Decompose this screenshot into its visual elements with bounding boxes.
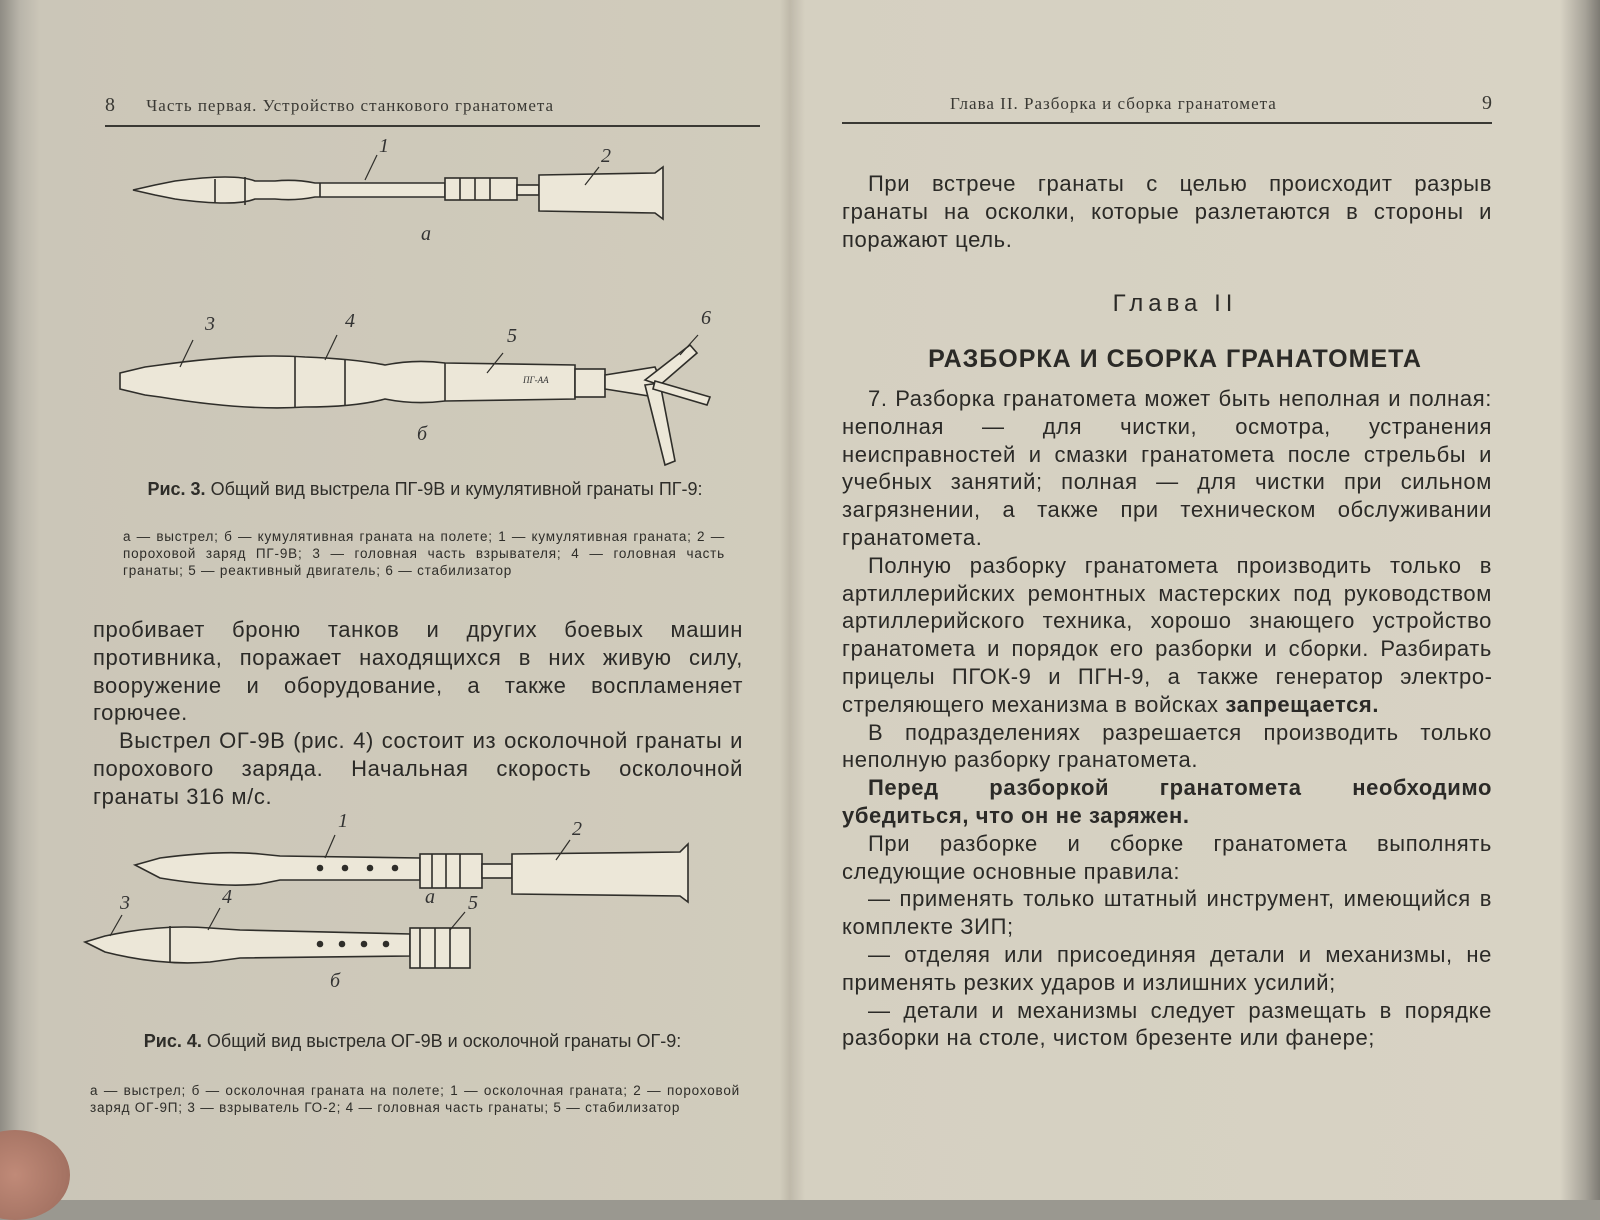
fig3-label-5: 5	[507, 325, 517, 347]
fig3-label-a: а	[421, 223, 431, 245]
header-chapter: Глава II.	[950, 94, 1019, 113]
right-body-text	[842, 385, 1492, 1052]
figure4-caption	[85, 1030, 740, 1052]
fig4-label-3: 3	[120, 892, 130, 914]
rule-2: — отделяя или присоединяя детали и механизмы, не применять резких ударов и излишних усилий;	[842, 941, 1492, 995]
figure4-shot-drawing	[135, 844, 688, 902]
figure4-caption-prefix: Рис. 4.	[143, 1031, 202, 1051]
paragraph-8-text: Полную разборку гранатомета производить только в артиллерийских ремонтных мастерских под руководством артиллерийского техника, хорошо знающего устройство гранатомета и порядок его разборки и сборки. Разбирать прицелы ПГОК-9 и ПГН-9, а также генератор электростреляющего механизма в войсках	[842, 552, 1492, 717]
paragraph-7: 7. Разборка гранатомета может быть неполная и полная: неполная — для чистки, осмотра, устранения неисправностей и смазки гранатомета после стрельбы и учебных занятий; полная — для чистки при сильном загрязнении, а также при техническом обслуживании гранатомета.	[842, 386, 1492, 550]
fig3-label-b: б	[417, 423, 428, 445]
header-title: Устройство станкового гранатомета	[262, 96, 555, 115]
figure3-caption-prefix: Рис. 3.	[147, 479, 206, 499]
fig3-label-3: 3	[205, 313, 215, 335]
rule-3: — детали и механизмы следует размещать в порядке разборки на столе, чистом брезенте или фанере;	[842, 997, 1492, 1051]
figure4-caption-text: Общий вид выстрела ОГ-9В и осколочной гранаты ОГ-9:	[206, 1031, 682, 1051]
fig3-label-6: 6	[701, 307, 711, 329]
right-intro	[842, 170, 1492, 253]
figure4-legend: а — выстрел; б — осколочная граната на полете; 1 — осколочная граната; 2 — пороховой заряд ОГ-9П; 3 — взрыватель ГО-2; 4 — головная часть гранаты; 5 — стабилизатор	[90, 1083, 740, 1115]
figure3-grenade-drawing	[120, 345, 710, 465]
fig4-label-a: а	[425, 886, 435, 908]
paragraph-continuation: пробивает броню танков и других боевых машин противника, поражает находящихся в них живую силу, вооружение и оборудование, а также воспламеняет горючее.	[93, 617, 743, 726]
figure3-illustration	[115, 135, 735, 480]
left-page-header	[105, 94, 760, 127]
fig3-label-4: 4	[345, 310, 355, 332]
fig4-label-4: 4	[222, 886, 232, 908]
left-body-text	[93, 616, 743, 811]
paragraph-og9v: Выстрел ОГ-9В (рис. 4) состоит из осколочной гранаты и порохового заряда. Начальная скорость осколочной гранаты 316 м/с.	[93, 728, 743, 809]
rule-1: — применять только штатный инструмент, имеющийся в комплекте ЗИП;	[842, 886, 1492, 940]
paragraph-intro: При встрече гранаты с целью происходит разрыв гранаты на осколки, которые разлетаются в стороны и поражают цель.	[842, 171, 1492, 252]
fig3-label-1: 1	[379, 135, 389, 157]
header-part: Часть первая.	[146, 96, 258, 115]
chapter-title: РАЗБОРКА И СБОРКА ГРАНАТОМЕТА	[928, 345, 1422, 373]
figure3-caption	[115, 478, 735, 500]
left-page	[45, 0, 785, 1200]
chapter-number: Глава II	[1112, 290, 1238, 317]
fig4-label-b: б	[330, 970, 341, 992]
figure3-shot-drawing	[133, 167, 663, 219]
figure4-illustration	[80, 810, 740, 1010]
fig3-marking: ПГ-АА	[523, 375, 549, 385]
page-number: 8	[105, 94, 115, 116]
header-title: Разборка и сборка гранатомета	[1024, 94, 1277, 113]
fig3-label-2: 2	[601, 145, 611, 167]
right-page	[800, 0, 1570, 1200]
paragraph-9: В подразделениях разрешается производить только неполную разборку гранатомета.	[842, 719, 1492, 773]
page-number: 9	[1482, 92, 1492, 114]
warning-text: Перед разборкой гранатомета необходимо убедиться, что он не заряжен.	[842, 775, 1492, 828]
paragraph-8	[842, 552, 1492, 719]
paragraph-10: При разборке и сборке гранатомета выполнять следующие основные правила:	[842, 830, 1492, 884]
figure3-caption-text: Общий вид выстрела ПГ-9В и кумулятивной гранаты ПГ-9:	[210, 479, 703, 499]
figure3-legend: а — выстрел; б — кумулятивная граната на полете; 1 — кумулятивная граната; 2 — пороховой заряд ПГ-9В; 3 — головная часть взрывателя; 4 — головная часть гранаты; 5 — реактивный двигатель; 6 — стабилизатор	[123, 529, 725, 578]
fig4-label-2: 2	[572, 818, 582, 840]
fig4-label-5: 5	[468, 892, 478, 914]
right-page-header	[842, 94, 1492, 124]
paragraph-8-bold: запрещается.	[1225, 691, 1380, 717]
figure4-grenade-drawing	[85, 926, 470, 968]
fig4-label-1: 1	[338, 810, 348, 832]
